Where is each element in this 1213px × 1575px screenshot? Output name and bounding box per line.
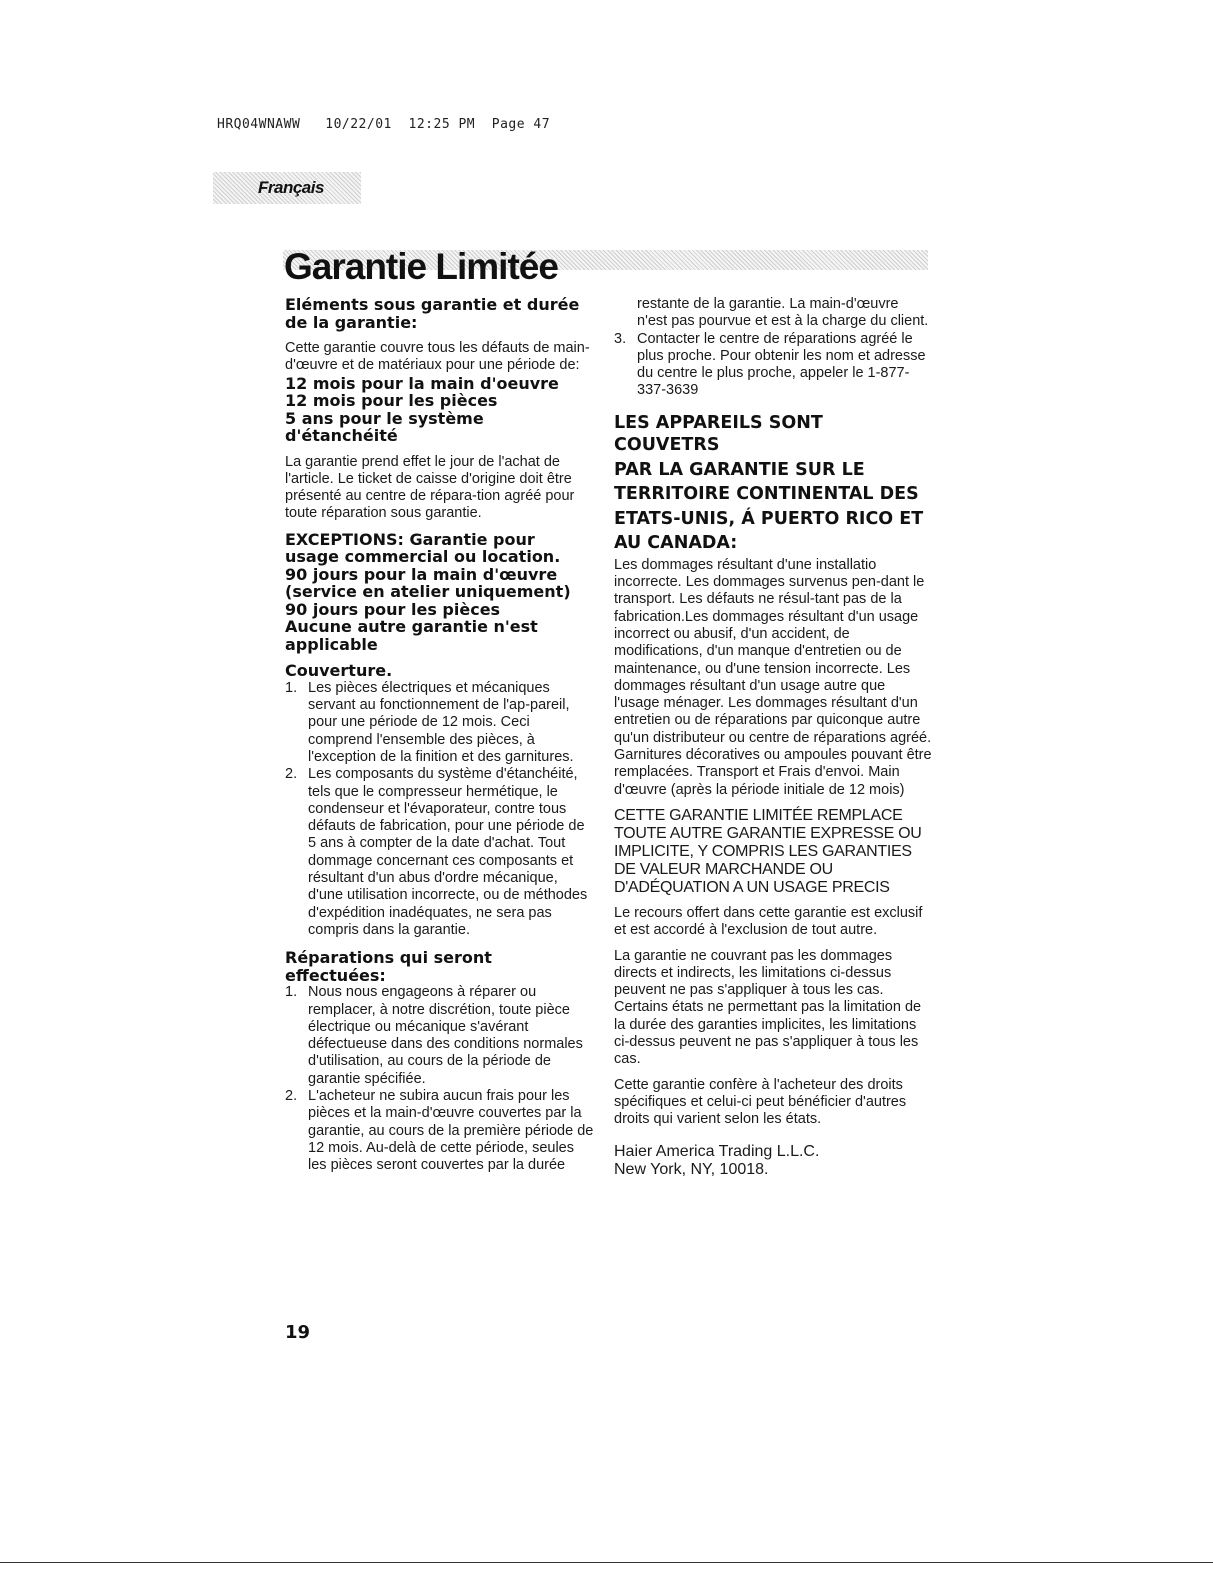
recourse-paragraph: Le recours offert dans cette garantie est exclusif et est accordé à l'exclusion de tout autre. (614, 904, 923, 939)
rights-paragraph: Cette garantie confère à l'acheteur des droits spécifiques et celui-ci peut bénéficier d'autres droits qui varient selon les états. (614, 1076, 907, 1128)
left-column (285, 296, 595, 1183)
exclusions-paragraph: Les dommages résultant d'une installatio incorrecte. Les dommages survenus pen-dant le transport. Les défauts ne résul-tant pas de la fabrication.Les dommages résultant d'un usage incorrect ou abusif, d'un accident, de modifications, d'un manque d'entretien ou de maintenance, ou d'une tension incorrecte. Les dommages résultant d'un usage autre que l'usage ménager. Les dommages résultant d'un entretien ou de réparations par quiconque autre qu'un distributeur ou centre de réparations agréé. Garnitures décoratives ou ampoules pouvant être remplacées. Transport et Frais d'envoi. Main d'œuvre (après la période initiale de 12 mois) (614, 556, 932, 798)
language-tab-label: Français (258, 178, 324, 197)
list-item: 3. Contacter le centre de réparations agréé le plus proche. Pour obtenir les nom et adresse du centre le plus proche, appeler le 1-877-337-3639 (614, 330, 926, 399)
language-tab (213, 172, 361, 204)
coverage-heading: Couverture. (285, 661, 393, 681)
repairs-list-continued (614, 331, 932, 400)
intro-paragraph: Cette garantie couvre tous les défauts de main-d'œuvre et de matériaux pour une période de: (285, 340, 590, 374)
repairs-heading: Réparations qui seront effectuées: (285, 948, 492, 985)
print-header: HRQ04WNAWW 10/22/01 12:25 PM Page 47 (217, 117, 551, 132)
list-item: 1. Les pièces électriques et mécaniques servant au fonctionnement de l'ap-pareil, pour une période de 12 mois. Ceci comprend l'ensemble des pièces, à l'exception de la finition et des garnitures. (285, 679, 574, 765)
durations-list: 12 mois pour la main d'oeuvre 12 mois pour les pièces 5 ans pour le système d'étanchéité (285, 373, 559, 446)
effect-paragraph: La garantie prend effet le jour de l'achat de l'article. Le ticket de caisse d'origine doit être présenté au centre de répara-tion agréé pour toute réparation sous garantie. (285, 453, 575, 522)
page-number: 19 (285, 1322, 311, 1343)
continuation-paragraph: restante de la garantie. La main-d'œuvre n'est pas pourvue et est à la charge du client. (637, 296, 929, 330)
list-item: 2. L'acheteur ne subira aucun frais pour les pièces et la main-d'œuvre couvertes par la garantie, au cours de la première période de 12 mois. Au-delà de cette période, seules les pièces seront couvertes par la durée (285, 1088, 594, 1174)
company-address: Haier America Trading L.L.C. New York, NY, 10018. (614, 1142, 820, 1178)
coverage-duration-heading: Eléments sous garantie et durée de la garantie: (285, 295, 580, 332)
disclaimer-caps: CETTE GARANTIE LIMITÉE REMPLACE TOUTE AUTRE GARANTIE EXPRESSE OU IMPLICITE, Y COMPRIS LES GARANTIES DE VALEUR MARCHANDE OU D'ADÉQUATION A UN USAGE PRECIS (614, 806, 922, 896)
list-item: 1. Nous nous engageons à réparer ou remplacer, à notre discrétion, toute pièce électrique ou mécanique s'avérant défectueuse dans des conditions normales d'utilisation, au cours de la période de garantie spécifiée. (285, 984, 583, 1087)
page-title: Garantie Limitée (284, 246, 558, 287)
limitations-paragraph: La garantie ne couvrant pas les dommages directs et indirects, les limitations ci-dessus peuvent ne pas s'appliquer à tous les cas. Certains états ne permettant pas la limitation de la durée des garanties implicites, les limitations ci-dessus peuvent ne pas s'appliquer à tous les cas. (614, 947, 922, 1068)
right-column (614, 296, 932, 1179)
exceptions-block: EXCEPTIONS: Garantie pour usage commercial ou location. 90 jours pour la main d'œuvre (service en atelier uniquement) 90 jours pour les pièces Aucune autre garantie n'est applicable (285, 529, 571, 654)
repairs-list (285, 984, 595, 1174)
coverage-list (285, 680, 595, 939)
list-item: 2. Les composants du système d'étanchéité, tels que le compresseur hermétique, le condenseur et l'évaporateur, contre tous défauts de fabrication, pour une période de 5 ans à compter de la date d'achat. Tout dommage concernant ces composants et résultant d'un abus d'ordre mécanique, d'une utilisation incorrecte, ou de méthodes d'expédition inadéquates, ne sera pas compris dans la garantie. (285, 766, 588, 938)
territory-heading: LES APPAREILS SONT COUVETRS PAR LA GARANTIE SUR LE TERRITOIRE CONTINENTAL DES ETATS-UNIS, Á PUERTO RICO ET AU CANADA: (614, 412, 924, 554)
bottom-rule (0, 1562, 1213, 1563)
